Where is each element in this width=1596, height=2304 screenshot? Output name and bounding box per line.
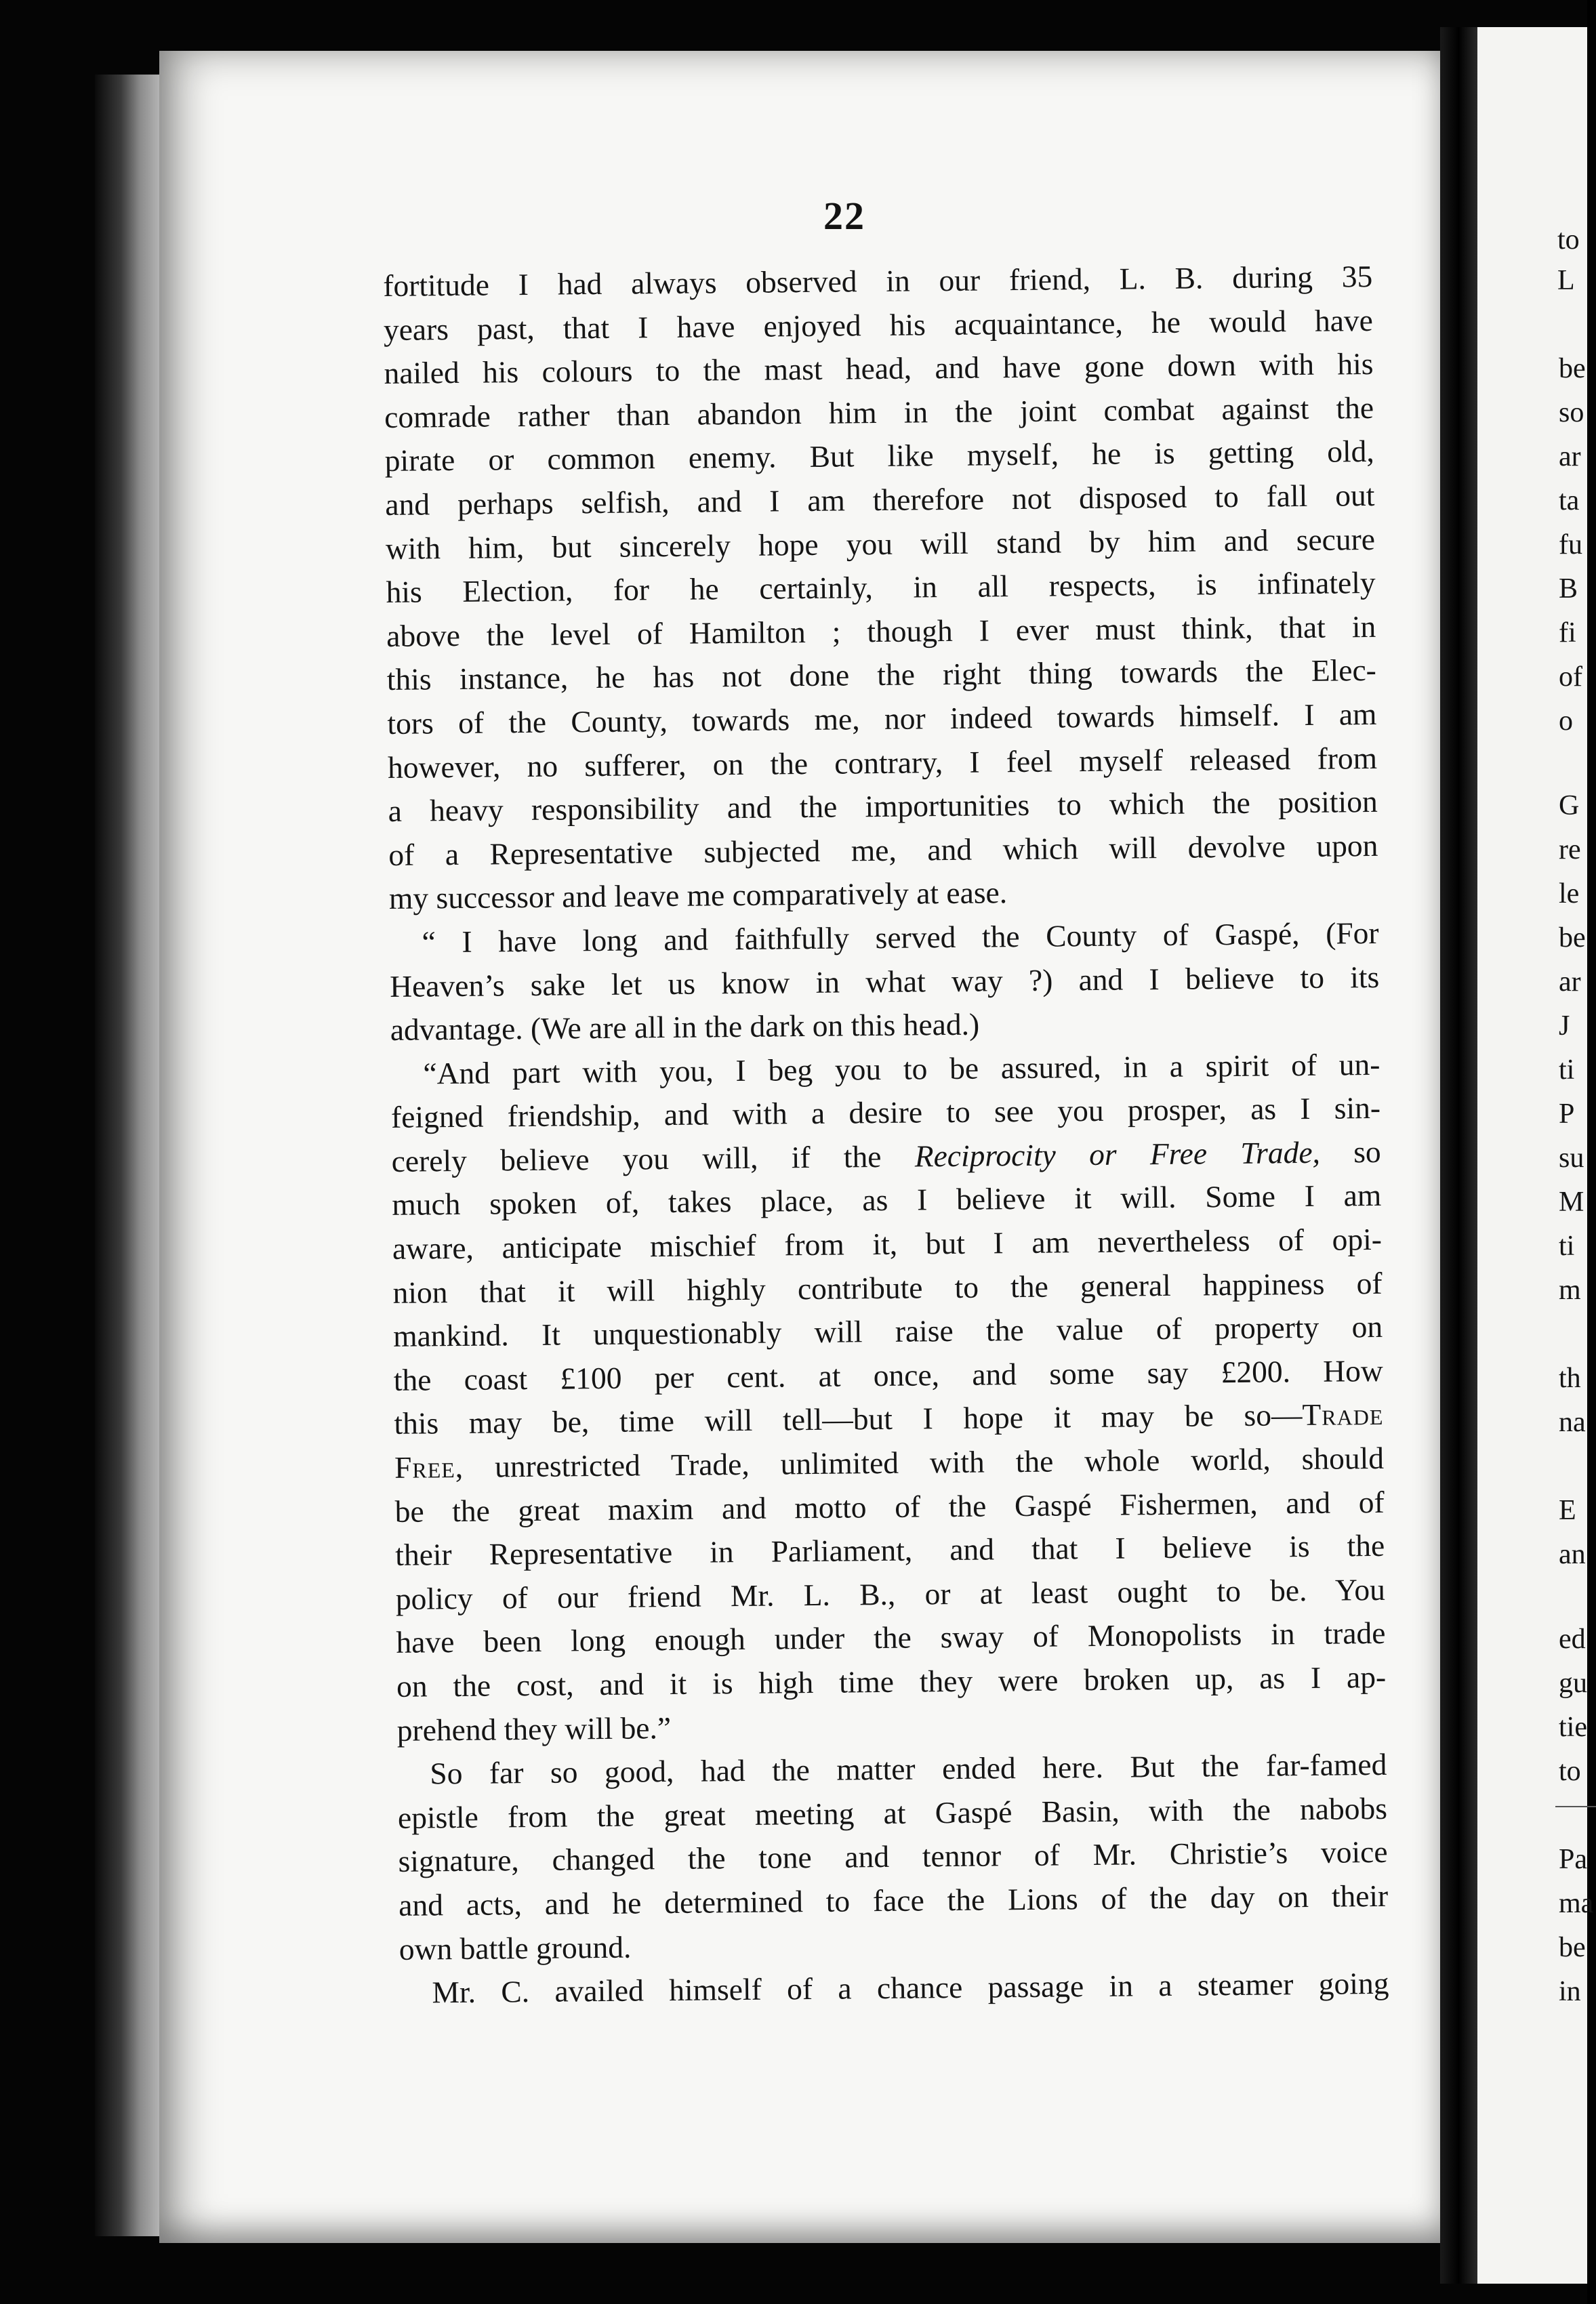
page-gutter <box>1440 27 1477 2284</box>
facing-page-text: E <box>1559 1495 1576 1526</box>
text-line: nion that it will highly contribute to the general happiness of <box>392 1265 1383 1310</box>
facing-page-fragment <box>1477 27 1594 2284</box>
text-line: “ I have long and faithfully served the County of Gaspé, (For <box>422 915 1379 960</box>
text-line-start: this may be, time will tell—but I hope it may be so— <box>394 1397 1303 1441</box>
facing-page-text: ed <box>1559 1624 1586 1655</box>
facing-page-text: be <box>1559 1932 1586 1963</box>
facing-page-text: an <box>1559 1539 1586 1570</box>
text-line: advantage. (We are all in the dark on this head.) <box>390 1006 980 1048</box>
text-line: policy of our friend Mr. L. B., or at least ought to be. You <box>395 1571 1386 1616</box>
facing-page-text: Pa <box>1559 1844 1587 1875</box>
text-line: own battle ground. <box>398 1929 632 1967</box>
text-line: with him, but sincerely hope you will stand by him and secure <box>385 521 1376 566</box>
text-line: above the level of Hamilton ; though I ever must think, that in <box>386 609 1376 653</box>
text-line: on the cost, and it is high time they were broken up, as I ap- <box>396 1659 1387 1704</box>
text-line: aware, anticipate mischief from it, but I am nevertheless of opi- <box>392 1221 1383 1266</box>
facing-page-text: ar <box>1559 966 1581 997</box>
facing-page-text: na <box>1559 1407 1586 1438</box>
text-line: nailed his colours to the mast head, and have gone down with his <box>384 346 1374 391</box>
text-line: prehend they will be.” <box>396 1710 672 1748</box>
text-line: “And part with you, I beg you to be assured, in a spirit of un- <box>423 1046 1380 1091</box>
facing-page-text: G <box>1559 790 1580 821</box>
facing-page-text: J <box>1559 1010 1570 1042</box>
text-line-end: unrestricted Trade, unlimited with the whole world, should <box>463 1440 1385 1484</box>
text-line: their Representative in Parliament, and that I believe is the <box>395 1528 1385 1573</box>
italic-phrase: Reciprocity or Free Trade, <box>914 1134 1321 1174</box>
facing-page-text: ti <box>1559 1054 1575 1086</box>
facing-page-text: M <box>1559 1187 1584 1218</box>
text-line-start: cerely believe you will, if the <box>391 1138 915 1178</box>
facing-page-text: L <box>1557 265 1575 296</box>
page-number: 22 <box>823 194 865 238</box>
book-binding-edge <box>95 75 169 2236</box>
facing-page-text: P <box>1559 1098 1575 1130</box>
body-text <box>383 255 1389 2015</box>
facing-page-text: m <box>1559 1275 1581 1306</box>
text-line: of a Representative subjected me, and which will devolve upon <box>388 827 1378 872</box>
facing-page-text: ar <box>1559 441 1581 472</box>
facing-page-text: le <box>1559 878 1580 909</box>
facing-page-text: re <box>1559 834 1581 865</box>
facing-page-text: B <box>1559 573 1578 604</box>
text-line: mankind. It unquestionably will raise the value of property on <box>392 1309 1383 1354</box>
facing-page-text: fu <box>1559 529 1582 560</box>
facing-page-text: o <box>1559 705 1573 737</box>
text-line: epistle from the great meeting at Gaspé Basin, with the nabobs <box>397 1790 1388 1835</box>
text-line: Heaven’s sake let us know in what way ?) and I believe to its <box>389 959 1380 1004</box>
text-line: tors of the County, towards me, nor indeed towards himself. I am <box>387 696 1377 741</box>
facing-page-text: th <box>1559 1363 1581 1394</box>
facing-page-text: in <box>1559 1976 1581 2007</box>
facing-page-text: so <box>1559 397 1584 428</box>
facing-page-text: gu <box>1559 1668 1587 1699</box>
facing-page-text: fi <box>1559 617 1576 649</box>
text-line: a heavy responsibility and the importunities to which the position <box>388 784 1378 829</box>
text-line: fortitude I had always observed in our friend, L. B. during 35 <box>383 258 1373 303</box>
text-line: years past, that I have enjoyed his acquaintance, he would have <box>383 302 1374 347</box>
text-line: this instance, he has not done the right thing towards the Elec- <box>386 653 1377 697</box>
facing-page-text: ti <box>1559 1231 1575 1262</box>
facing-page-rule <box>1555 1806 1596 1807</box>
text-line: be the great maxim and motto of the Gaspé Fishermen, and of <box>394 1484 1385 1529</box>
text-line: the coast £100 per cent. at once, and some say £200. How <box>393 1353 1383 1397</box>
text-line: So far so good, had the matter ended here. But the far-famed <box>430 1747 1387 1791</box>
text-line: and acts, and he determined to face the Lions of the day on their <box>398 1878 1389 1922</box>
text-line: his Election, for he certainly, in all respects, is infinately <box>386 565 1376 610</box>
text-line: comrade rather than abandon him in the joint combat against the <box>384 390 1374 434</box>
facing-page-text: ma <box>1559 1888 1594 1919</box>
facing-page-text: of <box>1559 661 1582 693</box>
text-line: much spoken of, takes place, as I believe it will. Some I am <box>392 1178 1382 1222</box>
text-line: feigned friendship, and with a desire to see you prosper, as I sin- <box>390 1090 1381 1135</box>
text-line: however, no sufferer, on the contrary, I feel myself released from <box>387 740 1378 785</box>
text-line: my successor and leave me comparatively at ease. <box>388 875 1008 916</box>
facing-page-text: to <box>1559 1756 1581 1787</box>
text-line: pirate or common enemy. But like myself, he is getting old, <box>384 434 1374 478</box>
text-line: signature, changed the tone and tennor of Mr. Christie’s voice <box>398 1834 1388 1879</box>
facing-page-text: tie <box>1559 1712 1587 1743</box>
facing-page-text: ta <box>1559 485 1580 516</box>
facing-page-text: be <box>1559 353 1586 384</box>
facing-page-text: to <box>1557 224 1580 255</box>
text-line: Mr. C. availed himself of a chance passage in a steamer going <box>432 1966 1389 2010</box>
small-caps-trade: Trade <box>1302 1397 1384 1433</box>
small-caps-free: Free, <box>394 1449 464 1485</box>
text-line-end: so <box>1319 1134 1381 1170</box>
text-line: have been long enough under the sway of Monopolists in trade <box>396 1616 1386 1660</box>
facing-page-text: be <box>1559 922 1586 953</box>
facing-page-text: su <box>1559 1143 1584 1174</box>
text-line: and perhaps selfish, and I am therefore not disposed to fall out <box>385 477 1375 522</box>
